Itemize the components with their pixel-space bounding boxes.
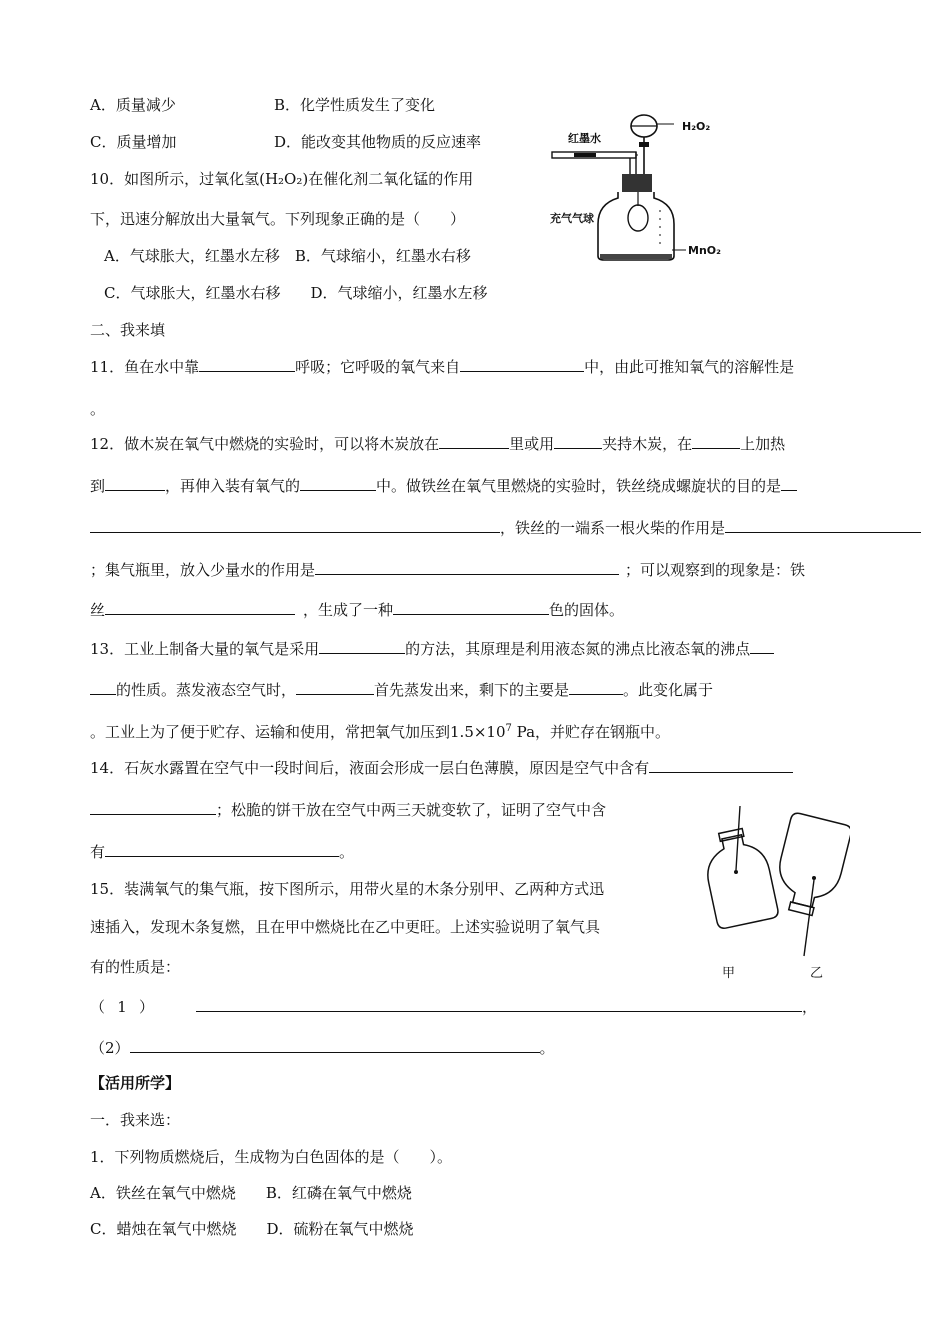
- q11-line1: [90, 355, 794, 378]
- q15-blank-2[interactable]: [130, 1036, 540, 1053]
- q14-line3: [90, 840, 354, 863]
- q12-blank-7[interactable]: [725, 516, 921, 533]
- q11-text-1: 11．鱼在水中靠: [90, 358, 200, 376]
- q9-option-d: D．能改变其他物质的反应速率: [274, 133, 482, 151]
- q12-text-1a: 12．做木炭在氧气中燃烧的实验时，可以将木炭放在: [90, 435, 440, 453]
- q12-text-2a: 到: [90, 477, 106, 495]
- q13-blank-2a[interactable]: [750, 637, 774, 654]
- q12-text-1b: 里或用: [509, 435, 555, 453]
- q11-text-2: 呼吸；它呼吸的氧气来自: [295, 358, 461, 376]
- q15-line3: 有的性质是：: [90, 958, 181, 976]
- q15-item1-close: ）: [139, 998, 155, 1016]
- label-h2o2: H₂O₂: [682, 120, 711, 133]
- apply-section-1-title: 一．我来选：: [90, 1111, 181, 1129]
- q12-line1: [90, 432, 785, 455]
- q13-text-2a: 的性质。蒸发液态空气时，: [116, 681, 297, 699]
- q13-text-2b: 首先蒸发出来，剩下的主要是: [374, 681, 570, 699]
- q12-blank-6a[interactable]: [781, 474, 797, 491]
- label-red-ink: 红墨水: [568, 132, 601, 145]
- q12-blank-2[interactable]: [554, 432, 602, 449]
- q13-blank-2b[interactable]: [90, 678, 116, 695]
- q12-blank-10[interactable]: [393, 598, 549, 615]
- q12-line5: [90, 598, 624, 621]
- q12-line4: [90, 558, 805, 581]
- q15-item1-comma: ，: [802, 998, 818, 1016]
- q12-line2: [90, 474, 797, 497]
- q10-stem-line1: 10．如图所示，过氧化氢(H₂O₂)在催化剂二氧化锰的作用: [90, 170, 474, 188]
- q14-blank-1b[interactable]: [90, 798, 216, 815]
- q14-line1: [90, 756, 793, 779]
- q15-item2: [90, 1036, 555, 1059]
- q9-option-a: A．质量减少: [90, 96, 176, 114]
- q15-bottles-figure: [700, 796, 850, 982]
- q9-option-b: B．化学性质发生了变化: [274, 96, 436, 114]
- q15-item1-number: 1: [117, 998, 127, 1016]
- q13-line2: [90, 678, 713, 701]
- q13-blank-4[interactable]: [569, 678, 623, 695]
- q12-text-2b: ，再伸入装有氧气的: [165, 477, 301, 495]
- q12-blank-3[interactable]: [692, 432, 740, 449]
- q12-text-1d: 上加热: [740, 435, 786, 453]
- q12-text-2c: 中。做铁丝在氧气里燃烧的实验时，铁丝绕成螺旋状的目的是: [376, 477, 782, 495]
- q15-item1-open: （: [90, 998, 106, 1016]
- q12-blank-8[interactable]: [315, 558, 619, 575]
- q12-text-3a: ，铁丝的一端系一根火柴的作用是: [500, 519, 726, 537]
- q13-line1: [90, 637, 774, 660]
- q14-blank-2[interactable]: [105, 840, 339, 857]
- bottles-drawing: [700, 796, 850, 976]
- q12-text-5c: 色的固体。: [549, 601, 625, 619]
- q14-text-2: ；松脆的饼干放在空气中两三天就变软了，证明了空气中含: [216, 801, 607, 819]
- label-yi: 乙: [810, 966, 824, 981]
- q15-line1: 15．装满氧气的集气瓶，按下图所示，用带火星的木条分别甲、乙两种方式迅: [90, 880, 605, 898]
- q15-item2-period: 。: [539, 1039, 555, 1057]
- q14-line2: [90, 798, 606, 821]
- label-jia: 甲: [722, 966, 736, 981]
- q10-options-cd: C．气球胀大，红墨水右移 D．气球缩小，红墨水左移: [104, 284, 488, 302]
- q12-blank-4[interactable]: [105, 474, 165, 491]
- q12-text-1c: 夹持木炭，在: [602, 435, 693, 453]
- apply-q1-options-ab: A．铁丝在氧气中燃烧 B．红磷在氧气中燃烧: [90, 1184, 412, 1202]
- q10-options-ab: A．气球胀大，红墨水左移 B．气球缩小，红墨水右移: [104, 247, 471, 265]
- apply-q1-options-cd: C．蜡烛在氧气中燃烧 D．硫粉在氧气中燃烧: [90, 1220, 414, 1238]
- q14-text-3a: 有: [90, 843, 106, 861]
- q15-line2: 速插入，发现木条复燃，且在甲中燃烧比在乙中更旺。上述实验说明了氧气具: [90, 918, 601, 936]
- q13-blank-1[interactable]: [319, 637, 405, 654]
- q15-blank-1[interactable]: [196, 995, 802, 1012]
- q14-text-1: 14．石灰水露置在空气中一段时间后，液面会形成一层白色薄膜，原因是空气中含有: [90, 759, 650, 777]
- q15-item1: [90, 995, 817, 1018]
- q12-blank-1[interactable]: [439, 432, 509, 449]
- q13-text-2c: 。此变化属于: [623, 681, 714, 699]
- apply-q1-stem: 1．下列物质燃烧后，生成物为白色固体的是（ ）。: [90, 1148, 453, 1166]
- q12-blank-5[interactable]: [300, 474, 376, 491]
- q15-item2-label: （2）: [90, 1039, 130, 1057]
- q13-text-1a: 13．工业上制备大量的氧气是采用: [90, 640, 320, 658]
- q13-exponent: 7: [505, 723, 512, 734]
- q13-blank-3[interactable]: [296, 678, 374, 695]
- label-balloon: 充气气球: [550, 212, 594, 225]
- q13-text-3b: Pa，并贮存在钢瓶中。: [511, 723, 671, 741]
- apply-section-title: 【活用所学】: [90, 1074, 181, 1092]
- q13-line3: [90, 718, 670, 743]
- q13-text-1b: 的方法，其原理是利用液态氮的沸点比液态氧的沸点: [405, 640, 751, 658]
- label-mno2: MnO₂: [688, 244, 721, 257]
- section-2-title: 二、我来填: [90, 321, 166, 339]
- q12-text-5b: ，生成了一种: [303, 601, 394, 619]
- q11-blank-1[interactable]: [199, 355, 295, 372]
- q9-option-c: C．质量增加: [90, 133, 177, 151]
- q12-blank-6b[interactable]: [90, 516, 500, 533]
- q11-blank-2[interactable]: [460, 355, 584, 372]
- q12-text-5a: 丝: [90, 601, 106, 619]
- q13-text-3a: 。工业上为了便于贮存、运输和使用，常把氧气加压到1.5×10: [90, 723, 506, 741]
- q10-stem-line2: 下，迅速分解放出大量氧气。下列现象正确的是（ ）: [90, 210, 466, 228]
- q12-text-4a: ；集气瓶里，放入少量水的作用是: [90, 561, 316, 579]
- q14-blank-1a[interactable]: [649, 756, 793, 773]
- q10-apparatus-figure: [546, 100, 746, 270]
- q12-line3: [90, 516, 921, 539]
- q11-text-3: 中，由此可推知氧气的溶解性是: [584, 358, 795, 376]
- q11-line2: 。: [90, 400, 106, 418]
- q12-blank-9[interactable]: [105, 598, 295, 615]
- q12-text-4b: ；可以观察到的现象是：铁: [625, 561, 806, 579]
- q14-text-3b: 。: [339, 843, 355, 861]
